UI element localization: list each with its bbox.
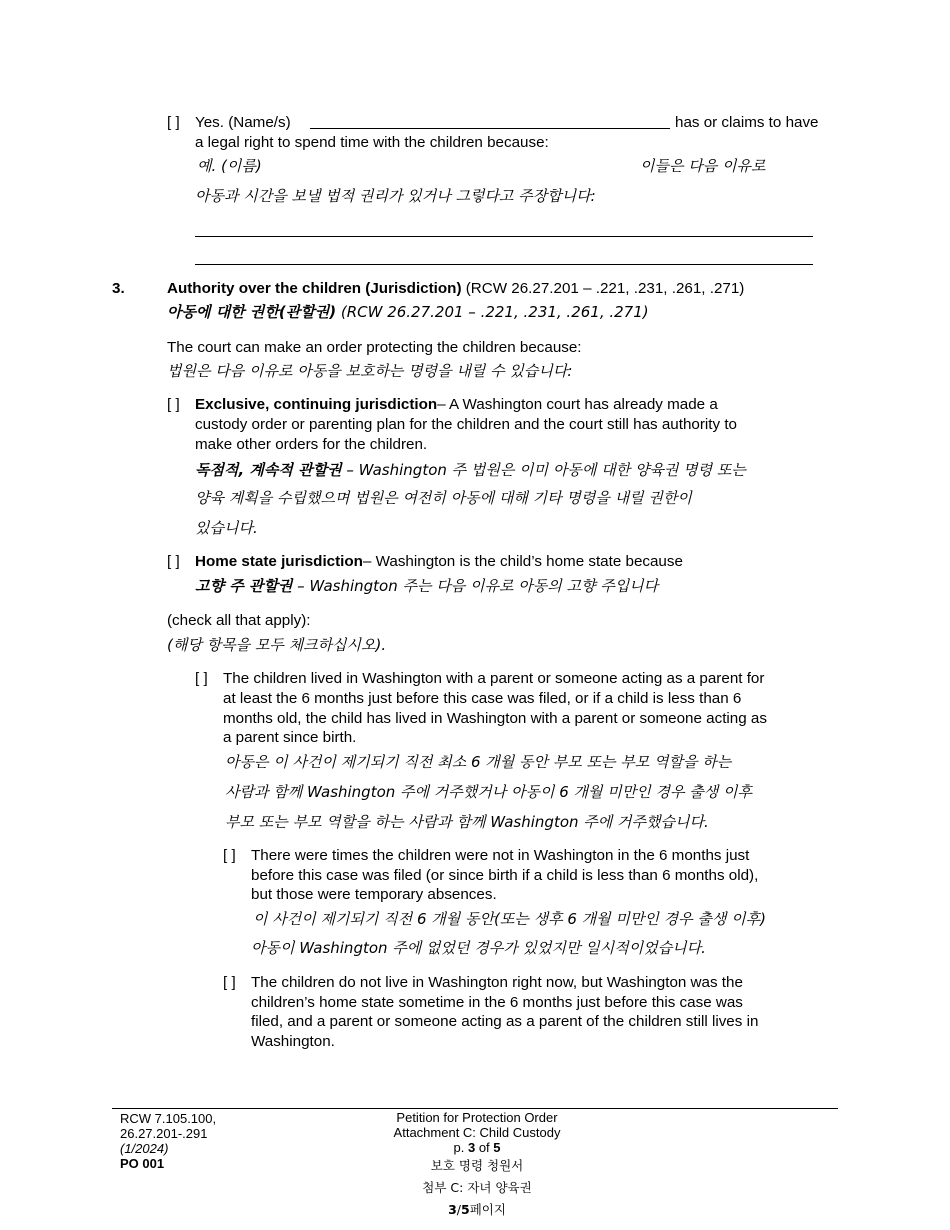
lived-checkbox[interactable]: [ ] xyxy=(195,670,208,687)
footer-rcw-1: RCW 7.105.100, xyxy=(120,1111,217,1126)
ko-home-state-line1 xyxy=(195,576,658,596)
ko-absent-line2: 아동이 Washington 주에 없었던 경우가 있었지만 일시적이었습니다. xyxy=(251,939,706,957)
section-number: 3. xyxy=(112,280,125,297)
footer-page-prefix: p. xyxy=(453,1140,465,1155)
page-footer xyxy=(112,1108,838,1217)
not-live-line1: The children do not live in Washington right now, but Washington was the xyxy=(251,974,743,991)
ko-section-title: 아동에 대한 권한(관할권) xyxy=(167,303,337,321)
reason-line-2[interactable] xyxy=(195,264,813,265)
ko-section-title-line xyxy=(167,302,649,322)
footer-ko-page-suffix: 페이지 xyxy=(469,1202,506,1217)
claims-text: has or claims to have xyxy=(675,114,819,131)
footer-rcw-2: 26.27.201-.291 xyxy=(120,1126,208,1141)
footer-title: Petition for Protection Order xyxy=(396,1110,558,1125)
ko-absent-line1: 이 사건이 제기되기 직전 6 개월 동안(또는 생후 6 개월 미만인 경우 출생 이후) xyxy=(253,910,766,928)
ko-exclusive-text1: – Washington 주 법원은 이미 아동에 대한 양육권 명령 또는 xyxy=(341,461,746,479)
ko-exclusive-line3: 있습니다. xyxy=(195,519,258,537)
legal-right-text: a legal right to spend time with the children because: xyxy=(195,134,549,151)
footer-form-number: PO 001 xyxy=(120,1156,165,1171)
footer-ko-attachment: 첨부 C: 자녀 양육권 xyxy=(422,1180,532,1195)
exclusive-line2: custody order or parenting plan for the children and the court still has authority to xyxy=(195,416,737,433)
home-state-title: Home state jurisdiction xyxy=(195,553,363,570)
name-input-line[interactable] xyxy=(310,128,670,129)
not-live-line2: children’s home state sometime in the 6 months just before this case was xyxy=(251,994,743,1011)
absent-line1: There were times the children were not in Washington in the 6 months just xyxy=(251,847,750,864)
ko-exclusive-line1 xyxy=(195,460,746,480)
ko-yes-name: 예. (이름) xyxy=(197,157,262,175)
not-live-line3: filed, and a parent or someone acting as a parent of the children still lives in xyxy=(251,1013,759,1030)
footer-ko-page xyxy=(342,1199,612,1221)
ko-lived-line2: 사람과 함께 Washington 주에 거주했거나 아동이 6 개월 미만인 경우 출생 이후 xyxy=(225,783,753,801)
absent-line3: but those were temporary absences. xyxy=(251,886,497,903)
footer-page-total: 5 xyxy=(493,1140,501,1155)
footer-page-number: 3 xyxy=(467,1140,476,1155)
footer-page-of: of xyxy=(478,1140,490,1155)
ko-lived-line1: 아동은 이 사건이 제기되기 직전 최소 6 개월 동안 부모 또는 부모 역할을 하는 xyxy=(225,753,732,771)
home-state-text1: – Washington is the child’s home state because xyxy=(362,553,683,570)
footer-ko-page-total: 5 xyxy=(460,1202,470,1217)
section-rcw: (RCW 26.27.201 – .221, .231, .261, .271) xyxy=(465,280,745,297)
ko-reason: 이들은 다음 이유로 xyxy=(640,157,766,175)
footer-ko-page-number: 3 xyxy=(448,1202,457,1217)
ko-home-state-text1: – Washington 주는 다음 이유로 아동의 고향 주입니다 xyxy=(292,577,659,595)
ko-claim: 아동과 시간을 보낼 법적 권리가 있거나 그렇다고 주장합니다: xyxy=(195,187,596,205)
not-live-line4: Washington. xyxy=(251,1033,335,1050)
yes-name-label: Yes. (Name/s) xyxy=(195,114,291,131)
yes-checkbox[interactable]: [ ] xyxy=(167,114,180,131)
exclusive-checkbox[interactable]: [ ] xyxy=(167,396,180,413)
ko-home-state-title: 고향 주 관할권 xyxy=(195,577,293,595)
footer-ko-title: 보호 명령 청원서 xyxy=(430,1158,524,1173)
intro-text: The court can make an order protecting the children because: xyxy=(167,339,582,356)
exclusive-text1: – A Washington court has already made a xyxy=(437,396,718,413)
ko-lived-line3: 부모 또는 부모 역할을 하는 사람과 함께 Washington 주에 거주했습니다. xyxy=(225,813,709,831)
footer-page xyxy=(342,1140,612,1155)
footer-attachment: Attachment C: Child Custody xyxy=(393,1125,561,1140)
footer-center xyxy=(342,1110,612,1221)
lived-line2: at least the 6 months just before this case was filed, or if a child is less than 6 xyxy=(223,690,742,707)
lived-line4: a parent since birth. xyxy=(223,729,357,746)
not-live-checkbox[interactable]: [ ] xyxy=(223,974,236,991)
home-state-checkbox[interactable]: [ ] xyxy=(167,553,180,570)
lived-line3: months old, the child has lived in Washington with a parent or someone acting as xyxy=(223,710,767,727)
exclusive-line1 xyxy=(195,395,718,415)
ko-intro-text: 법원은 다음 이유로 아동을 보호하는 명령을 내릴 수 있습니다: xyxy=(167,362,573,380)
lived-line1: The children lived in Washington with a parent or someone acting as a parent for xyxy=(223,670,765,687)
footer-date: (1/2024) xyxy=(120,1141,169,1156)
ko-exclusive-title: 독점적, 계속적 관할권 xyxy=(195,461,342,479)
absent-line2: before this case was filed (or since birth if a child is less than 6 months old), xyxy=(251,867,759,884)
footer-left xyxy=(120,1111,216,1171)
ko-section-rcw: (RCW 26.27.201 – .221, .231, .261, .271) xyxy=(340,303,649,321)
check-all-text: (check all that apply): xyxy=(167,612,311,629)
footer-ko-page-sep: / xyxy=(456,1202,461,1217)
home-state-line1 xyxy=(195,552,683,572)
reason-line-1[interactable] xyxy=(195,236,813,237)
ko-check-all-text: (해당 항목을 모두 체크하십시오). xyxy=(167,636,387,654)
absent-checkbox[interactable]: [ ] xyxy=(223,847,236,864)
ko-exclusive-line2: 양육 계획을 수립했으며 법원은 여전히 아동에 대해 기타 명령을 내릴 권한이 xyxy=(195,489,692,507)
exclusive-line3: make other orders for the children. xyxy=(195,436,428,453)
section-title: Authority over the children (Jurisdiction) xyxy=(167,280,462,297)
exclusive-title: Exclusive, continuing jurisdiction xyxy=(195,396,438,413)
section-title-line xyxy=(167,279,744,299)
